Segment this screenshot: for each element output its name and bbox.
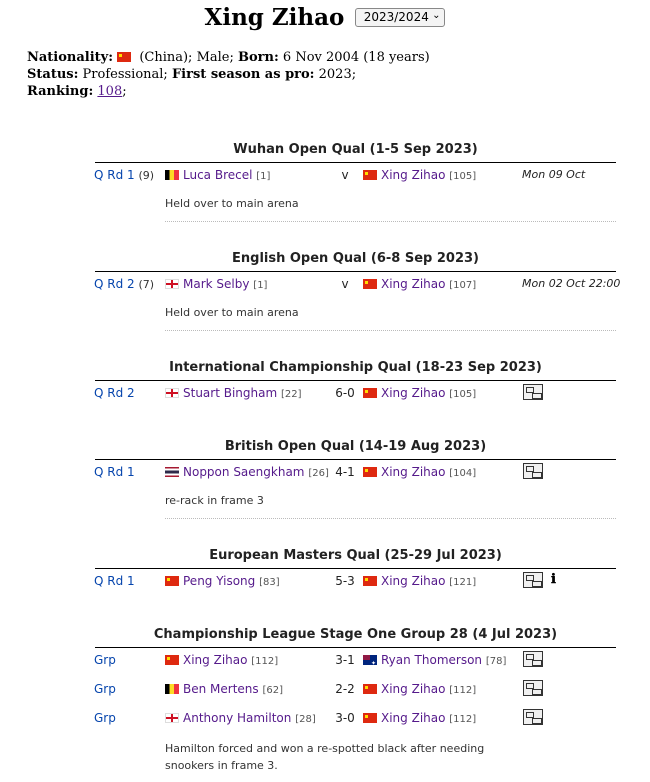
event-title: Championship League Stage One Group 28 (4 Jul 2023): [153, 627, 558, 642]
event-divider: [95, 459, 616, 460]
match-row: [95, 386, 616, 406]
match-row: [95, 465, 616, 485]
event-divider: [95, 380, 616, 381]
ranking-link[interactable]: 108: [97, 84, 123, 99]
round-label[interactable]: Q Rd 2: [94, 277, 135, 291]
flag-icon: [165, 684, 179, 694]
player-one: [165, 574, 280, 588]
flag-icon: [165, 713, 179, 723]
round-label[interactable]: Grp: [94, 653, 116, 667]
match-note: Hamilton forced and won a re-spotted black after needing snookers in frame 3.: [165, 742, 485, 772]
player-two-link[interactable]: Xing Zihao: [381, 168, 446, 182]
nationality-line: [27, 49, 430, 66]
round-number: (7): [138, 278, 155, 291]
player-two-seed: [107]: [449, 280, 477, 291]
status-label: Status:: [27, 67, 79, 82]
match-score: 5-3: [335, 574, 355, 588]
round-label[interactable]: Grp: [94, 682, 116, 696]
player-one-seed: [1]: [253, 280, 268, 291]
event-divider: [95, 271, 616, 272]
flag-icon: [165, 279, 179, 289]
ranking-label: Ranking:: [27, 84, 94, 99]
chevron-down-icon: ⌄: [432, 10, 441, 21]
player-two: [363, 653, 506, 667]
player-two: [363, 465, 476, 479]
player-two: [363, 386, 476, 400]
player-two-seed: [105]: [449, 171, 477, 182]
match-round[interactable]: [94, 277, 154, 291]
status-line: [27, 66, 430, 83]
round-label[interactable]: Q Rd 2: [94, 386, 135, 400]
player-two-seed: [105]: [449, 389, 477, 400]
player-one-link[interactable]: Ben Mertens: [183, 682, 259, 696]
player-two-link[interactable]: Xing Zihao: [381, 682, 446, 696]
player-one-seed: [26]: [308, 468, 329, 479]
match-note: Held over to main arena: [165, 197, 299, 210]
flag-icon: [165, 576, 179, 586]
player-one-seed: [28]: [295, 714, 316, 725]
season-select[interactable]: [355, 8, 445, 27]
match-date: Mon 09 Oct: [522, 168, 586, 181]
player-one-link[interactable]: Xing Zihao: [183, 653, 248, 667]
flag-icon: [363, 279, 377, 289]
player-one: [165, 277, 267, 291]
born-label: Born:: [238, 50, 279, 65]
player-two-link[interactable]: Xing Zihao: [381, 386, 446, 400]
player-info: [27, 49, 430, 100]
event-title: British Open Qual (14-19 Aug 2023): [224, 439, 487, 454]
player-two-seed: [112]: [449, 685, 477, 696]
match-round[interactable]: [94, 682, 116, 696]
china-flag-icon: [117, 52, 131, 62]
status-value: Professional;: [82, 67, 168, 82]
match-round[interactable]: [94, 653, 116, 667]
event-title: International Championship Qual (18-23 Sep 2023): [169, 360, 542, 375]
note-divider: [165, 330, 616, 331]
player-one-link[interactable]: Noppon Saengkham: [183, 465, 305, 479]
match-row: [95, 682, 616, 702]
player-one-seed: [112]: [251, 656, 279, 667]
first-season-value: 2023;: [318, 67, 357, 82]
page-header: [0, 4, 650, 31]
player-one: [165, 465, 329, 479]
flag-icon: [165, 170, 179, 180]
match-row: [95, 711, 616, 731]
match-score: 2-2: [335, 682, 355, 696]
frame-scores-icon[interactable]: [523, 651, 543, 667]
player-one: [165, 386, 302, 400]
match-round[interactable]: [94, 386, 135, 400]
match-row: [95, 653, 616, 673]
player-name: Xing Zihao: [204, 4, 345, 31]
player-one-link[interactable]: Luca Brecel: [183, 168, 253, 182]
ranking-suffix: ;: [122, 84, 127, 99]
player-one: [165, 653, 278, 667]
match-score: v: [341, 277, 349, 291]
flag-icon: [363, 576, 377, 586]
event-divider: [95, 647, 616, 648]
match-round[interactable]: [94, 574, 135, 588]
player-two-seed: [112]: [449, 714, 477, 725]
flag-icon: [363, 170, 377, 180]
player-two-link[interactable]: Xing Zihao: [381, 277, 446, 291]
event-title: European Masters Qual (25-29 Jul 2023): [209, 548, 502, 563]
player-one-link[interactable]: Anthony Hamilton: [183, 711, 292, 725]
player-two: [363, 168, 476, 182]
note-divider: [165, 221, 616, 222]
nationality-label: Nationality:: [27, 50, 114, 65]
match-note: re-rack in frame 3: [165, 494, 264, 507]
player-one-seed: [62]: [262, 685, 284, 696]
player-one-seed: [22]: [281, 389, 302, 400]
flag-icon: [363, 388, 377, 398]
first-season-label: First season as pro:: [171, 67, 315, 82]
player-one: [165, 682, 283, 696]
event-title: English Open Qual (6-8 Sep 2023): [232, 251, 479, 266]
flag-icon: [363, 684, 377, 694]
player-one: [165, 711, 316, 725]
ranking-line: [27, 83, 430, 100]
match-score: 4-1: [335, 465, 355, 479]
player-two: [363, 682, 476, 696]
player-one-seed: [1]: [256, 171, 271, 182]
round-label[interactable]: Q Rd 1: [94, 465, 135, 479]
frame-scores-icon[interactable]: [523, 572, 543, 588]
player-two-link[interactable]: Xing Zihao: [381, 465, 446, 479]
match-score: 6-0: [335, 386, 355, 400]
match-row: [95, 168, 616, 188]
player-two: [363, 574, 476, 588]
player-two-link[interactable]: Xing Zihao: [381, 574, 446, 588]
player-two: [363, 277, 476, 291]
match-score: 3-0: [335, 711, 355, 725]
frame-scores-icon[interactable]: [523, 384, 543, 400]
match-score: 3-1: [335, 653, 355, 667]
match-note: Held over to main arena: [165, 306, 299, 319]
round-label[interactable]: Grp: [94, 711, 116, 725]
player-two-seed: [121]: [449, 577, 477, 588]
match-round[interactable]: [94, 711, 116, 725]
born-value: 6 Nov 2004 (18 years): [282, 50, 430, 65]
player-two-seed: [104]: [449, 468, 477, 479]
round-label[interactable]: Q Rd 1: [94, 168, 135, 182]
player-two-seed: [78]: [485, 656, 507, 667]
player-one-link[interactable]: Mark Selby: [183, 277, 250, 291]
player-one-link[interactable]: Peng Yisong: [183, 574, 256, 588]
event-divider: [95, 162, 616, 163]
match-row: [94, 277, 621, 297]
note-divider: [165, 518, 616, 519]
frame-scores-icon[interactable]: [523, 463, 543, 479]
info-icon[interactable]: ℹ: [551, 572, 556, 587]
flag-icon: [165, 388, 179, 398]
flag-icon: [363, 713, 377, 723]
frame-scores-icon[interactable]: [523, 709, 543, 725]
match-score: v: [341, 168, 349, 182]
match-round[interactable]: [94, 168, 154, 182]
player-one-seed: [83]: [259, 577, 280, 588]
frame-scores-icon[interactable]: [523, 680, 543, 696]
flag-icon: [363, 655, 377, 665]
player-one: [165, 168, 270, 182]
match-date: Mon 02 Oct 22:00: [522, 277, 621, 290]
event-divider: [95, 568, 616, 569]
player-two-link[interactable]: Xing Zihao: [381, 711, 446, 725]
flag-icon: [165, 467, 179, 477]
player-one-link[interactable]: Stuart Bingham: [183, 386, 278, 400]
round-number: (9): [138, 169, 155, 182]
player-two: [363, 711, 476, 725]
player-two-link[interactable]: Ryan Thomerson: [381, 653, 483, 667]
round-label[interactable]: Q Rd 1: [94, 574, 135, 588]
nationality-value: (China); Male;: [139, 50, 234, 65]
flag-icon: [165, 655, 179, 665]
season-select-value: 2023/2024: [363, 10, 429, 24]
flag-icon: [363, 467, 377, 477]
match-round[interactable]: [94, 465, 135, 479]
match-row: [95, 574, 616, 594]
event-title: Wuhan Open Qual (1-5 Sep 2023): [233, 142, 478, 157]
